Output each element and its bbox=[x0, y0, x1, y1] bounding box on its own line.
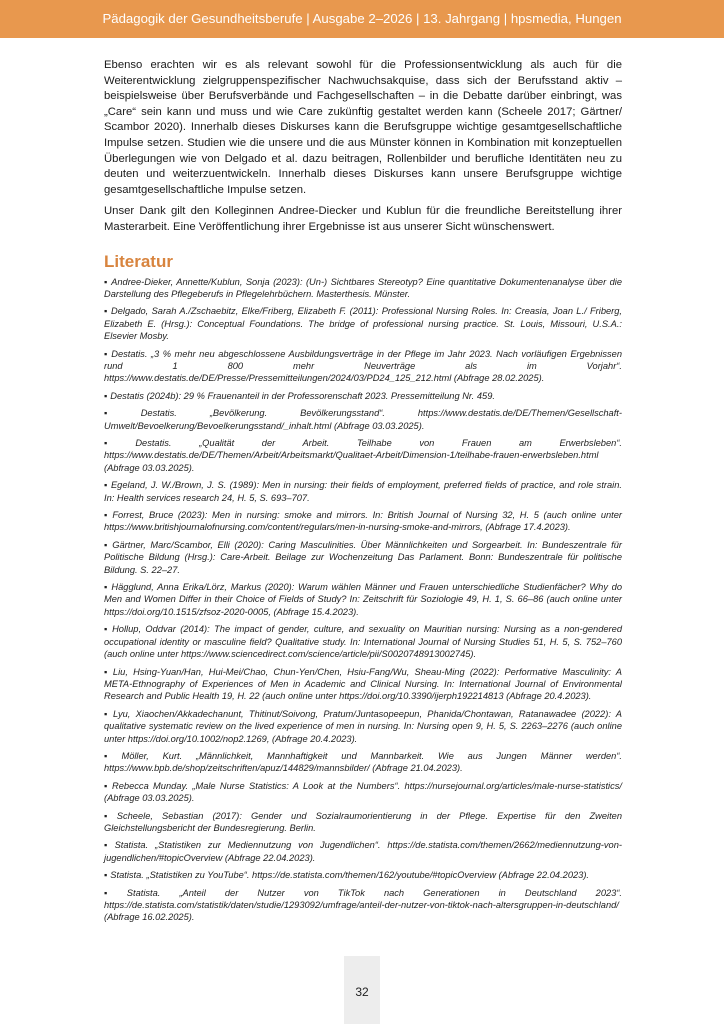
reference-text: Möller, Kurt. „Männlichkeit, Mannhaftigkeit und Mannbarkeit. Wie aus Jungen Männer werden“. https://www.bpb.de/shop/zeitschriften/apuz/144829/mannsbilder/ (Abfrage 21.04.2023). bbox=[104, 750, 623, 774]
bullet-icon: ▪ bbox=[104, 708, 110, 719]
reference-item bbox=[104, 305, 622, 342]
reference-text: Andree-Dieker, Annette/Kublun, Sonja (2023): (Un-) Sichtbares Stereotyp? Eine quantitative Dokumentenanalyse über die Darstellung des Pflegeberufs in Pflegelehrbüchern. Masterthesis. Münster. bbox=[104, 276, 623, 299]
reference-text: Delgado, Sarah A./Zschaebitz, Elke/Friberg, Elizabeth F. (2011): Professional Nursing Roles. In: Creasia, Joan L./ Friberg, Elizabeth E. (Hrsg.): Conceptual Foundations. The bridge of professional nursing practice. St. Louis, Missouri, U.S.A.: Elsevier Mosby. bbox=[104, 306, 623, 342]
reference-item bbox=[104, 869, 622, 881]
reference-item bbox=[104, 390, 622, 402]
journal-header bbox=[0, 0, 724, 38]
bullet-icon: ▪ bbox=[104, 582, 109, 593]
reference-text: Forrest, Bruce (2023): Men in nursing: smoke and mirrors. In: British Journal of Nursing 32, H. 5 (auch online unter https://www.britishjournalofnursing.com/content/regulars/men-in-nursing-smoke-and-mirrors, (Abfrage 17.4.2023). bbox=[104, 510, 623, 533]
reference-list bbox=[104, 276, 622, 924]
reference-text: Destatis. „Qualität der Arbeit. Teilhabe von Frauen am Erwerbsleben“. https://www.destatis.de/DE/Themen/Arbeit/Arbeitsmarkt/Qualitaet-Arbeit/Dimension-1/teilhabe-frauen-erwerbsleben.html (Abfrage 03.03.2025). bbox=[104, 438, 623, 473]
bullet-icon: ▪ bbox=[104, 348, 109, 359]
reference-text: Statista. „Anteil der Nutzer von TikTok nach Generationen in Deutschland 2023“. https://de.statista.com/statistik/daten/studie/1293092/umfrage/anteil-der-nutzer-von-tiktok-nach-altersgruppen-in-deutschland/ (Abfrage 16.02.2025). bbox=[104, 887, 623, 923]
reference-text: Rebecca Munday. „Male Nurse Statistics: A Look at the Numbers“. https://nursejournal.org/articles/male-nurse-statistics/ (Abfrage 03.03.2025). bbox=[104, 780, 623, 804]
reference-item bbox=[104, 407, 622, 432]
bullet-icon: ▪ bbox=[104, 870, 108, 881]
reference-text: Statista. „Statistiken zu YouTube“. https://de.statista.com/themen/162/youtube/#topicOverview (Abfrage 22.04.2023). bbox=[110, 870, 590, 881]
reference-item bbox=[104, 666, 622, 703]
reference-item bbox=[104, 581, 622, 618]
reference-text: Lyu, Xiaochen/Akkadechanunt, Thitinut/Soivong, Pratum/Juntasopeepun, Phanida/Chontawan, Ratanawadee (2022): A qualitative systematic review on the lived experience of men in nursing. In: Nursing open 9, H. 5, S. 2263–2276 (auch online unter https://doi.org/10.1002/nop2.1269, (Abfrage 20.4.2023). bbox=[104, 708, 623, 744]
bullet-icon: ▪ bbox=[104, 624, 110, 635]
reference-item bbox=[104, 750, 622, 775]
reference-item bbox=[104, 780, 622, 805]
reference-item bbox=[104, 539, 622, 576]
bullet-icon: ▪ bbox=[104, 306, 109, 317]
reference-text: Egeland, J. W./Brown, J. S. (1989): Men in nursing: their fields of employment, preferred fields of practice, and role strain. In: Health services research 24, H. 5, S. 693–707. bbox=[104, 480, 623, 503]
bullet-icon: ▪ bbox=[104, 539, 110, 550]
reference-item bbox=[104, 887, 622, 924]
reference-item bbox=[104, 810, 622, 835]
bullet-icon: ▪ bbox=[104, 408, 138, 419]
bullet-icon: ▪ bbox=[104, 810, 114, 821]
bullet-icon: ▪ bbox=[104, 276, 109, 287]
reference-item bbox=[104, 437, 622, 474]
reference-text: Destatis (2024b): 29 % Frauenanteil in der Professorenschaft 2023. Pressemitteilung Nr. 459. bbox=[110, 390, 495, 401]
reference-item bbox=[104, 708, 622, 745]
literatur-heading: Literatur bbox=[104, 251, 173, 271]
reference-text: Scheele, Sebastian (2017): Gender und Sozialraumorientierung in der Pflege. Expertise für den Zweiten Gleichstellungsbericht der Bundesregierung. Berlin. bbox=[104, 810, 622, 833]
body-paragraph: Ebenso erachten wir es als relevant sowohl für die Professionsentwicklung als auch für die Weiterentwicklung zielgruppenspezifischer Nachwuchsakquise, dass sich der Berufsstand aktiv – beispielsweise über Berufsverbände und Fachgesellschaften – in die Debatte darüber einbringt, was „Care“ sein kann und muss und wie Care zukünftig gestaltet werden kann (Scheele 2017; Gärtner/ Scambor 2020). Innerhalb dieses Diskurses kann die Berufsgruppe wichtige gesamtgesellschaftliche Impulse setzen. Studien wie die unsere und die aus Münster können in Kombination mit konzeptuellen Überlegungen wie von Delgado et al. dazu beitragen, Rollenbilder und berufliche Identitäten neu zu deuten und weiterzuentwickeln. Innerhalb dieses Diskurses kann unsere Berufsgruppe wichtige gesamtgesellschaftliche Impulse setzen. bbox=[104, 59, 622, 196]
reference-item bbox=[104, 839, 622, 864]
reference-text: Destatis. „Bevölkerung. Bevölkerungsstand“. https://www.destatis.de/DE/Themen/Gesellschaft-Umwelt/Bevoelkerung/Bevoelkerungsstand/_inhalt.html (Abfrage 03.03.2025). bbox=[104, 408, 622, 431]
journal-header-text: Pädagogik der Gesundheitsberufe | Ausgabe 2–2026 | 13. Jahrgang | hpsmedia, Hungen bbox=[102, 11, 622, 26]
body-paragraph: Unser Dank gilt den Kolleginnen Andree-Diecker und Kublun für die freundliche Bereitstellung ihrer Masterarbeit. Eine Veröffentlichung ihrer Ergebnisse ist aus unserer Sicht wünschenswert. bbox=[104, 205, 622, 233]
bullet-icon: ▪ bbox=[104, 666, 110, 677]
bullet-icon: ▪ bbox=[104, 438, 133, 448]
bullet-icon: ▪ bbox=[104, 510, 110, 521]
bullet-icon: ▪ bbox=[104, 780, 110, 791]
bullet-icon: ▪ bbox=[104, 480, 108, 491]
reference-text: Gärtner, Marc/Scambor, Elli (2020): Caring Masculinities. Über Männlichkeiten und Sorgearbeit. In: Bundeszentrale für Politische Bildung (Hrsg.): Care-Arbeit. Beilage zur Wochenzeitung Das Parlament. Bonn: Bundeszentrale für politische Bildung. S. 22–27. bbox=[104, 539, 622, 575]
reference-text: Hollup, Oddvar (2014): The impact of gender, culture, and sexuality on Mauritian nursing: Nursing as a non-gendered occupational identity or masculine field? Qualitative study. In: International Journal of Nursing Studies 51, H. 5, S. 752–760 (auch online unter https://www.sciencedirect.com/science/article/pii/S0020748913002745). bbox=[104, 624, 622, 660]
reference-text: Hägglund, Anna Erika/Lörz, Markus (2020): Warum wählen Männer und Frauen unterschiedliche Studienfächer? Why do Men and Women Differ in their Choice of Fields of Study? In: Zeitschrift für Soziologie 49, H. 1, S. 66–86 (auch online unter https://doi.org/10.1515/zfsoz-2020-0005, (Abfrage 15.4.2023). bbox=[104, 582, 623, 617]
reference-item bbox=[104, 348, 622, 385]
reference-item bbox=[104, 479, 622, 504]
reference-text: Statista. „Statistiken zur Mediennutzung von Jugendlichen“. https://de.statista.com/themen/2662/mediennutzung-von-jugendlichen/#topicOverview (Abfrage 22.04.2023). bbox=[104, 840, 622, 863]
bullet-icon: ▪ bbox=[104, 390, 108, 401]
bullet-icon: ▪ bbox=[104, 840, 112, 851]
bullet-icon: ▪ bbox=[104, 750, 119, 761]
reference-text: Destatis. „3 % mehr neu abgeschlossene Ausbildungsverträge in der Pflege im Jahr 2023. Nach vorläufigen Ergebnissen rund 1 800 mehr Neuverträge als im Vorjahr“. https://www.destatis.de/DE/Presse/Pressemitteilungen/2024/03/PD24_125_212.html (Abfrage 28.02.2025). bbox=[104, 348, 622, 384]
reference-item bbox=[104, 276, 622, 301]
reference-item bbox=[104, 623, 622, 660]
page-number: 32 bbox=[355, 985, 369, 999]
reference-item bbox=[104, 509, 622, 534]
article-content bbox=[104, 58, 622, 929]
bullet-icon: ▪ bbox=[104, 887, 124, 898]
reference-text: Liu, Hsing-Yuan/Han, Hui-Mei/Chao, Chun-Yen/Chen, Hsiu-Fang/Wu, Sheau-Ming (2022): Performative Masculinity: A META-Ethnography of Experiences of Men in Academic and Clinical Nursing. In: International Journal of Environmental Research and Public Health 19, H. 22 (auch online unter https://doi.org/10.3390/ijerph192214813 (Abfrage 20.4.2023). bbox=[104, 666, 622, 702]
